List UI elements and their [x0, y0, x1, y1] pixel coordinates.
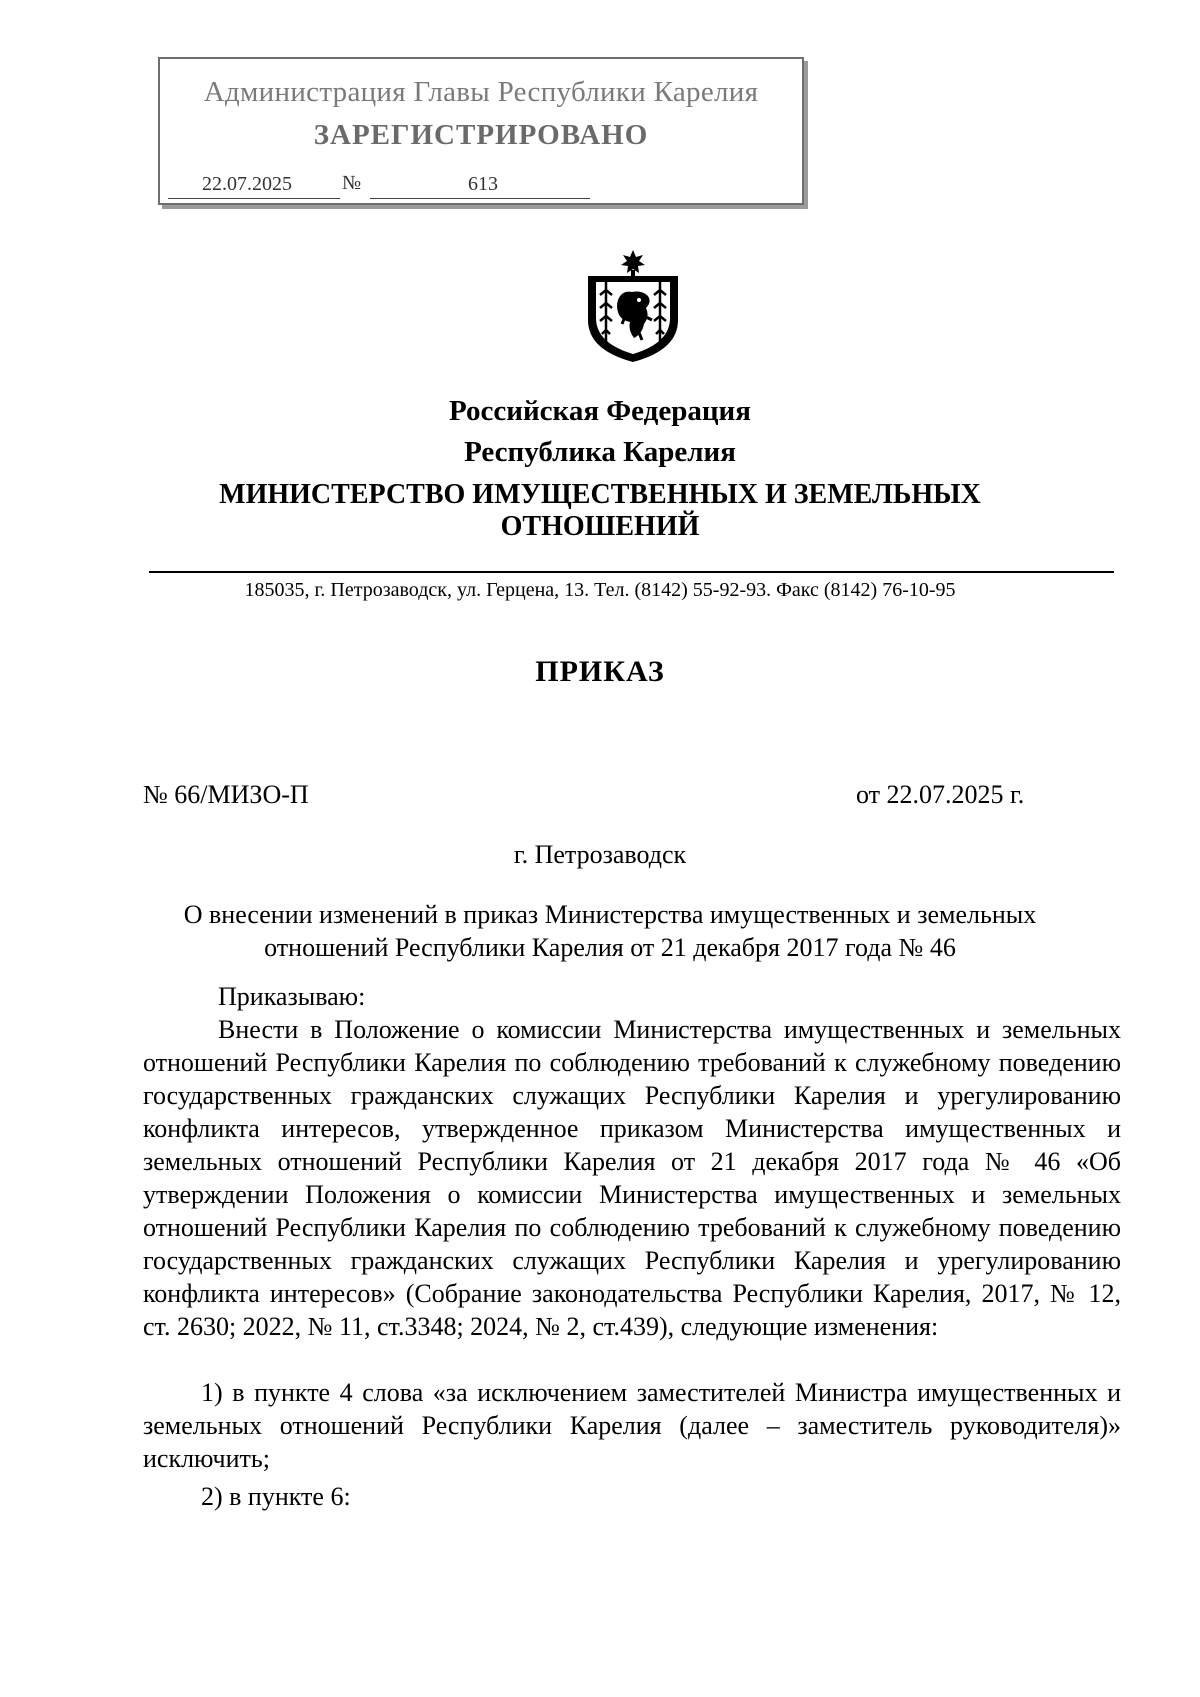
- ministry-title-line1: МИНИСТЕРСТВО ИМУЩЕСТВЕННЫХ И ЗЕМЕЛЬНЫХ: [219, 479, 981, 510]
- registration-stamp: [158, 57, 804, 205]
- ministry-address: 185035, г. Петрозаводск, ул. Герцена, 13. Тел. (8142) 55-92-93. Факс (8142) 76-10-95: [244, 579, 956, 601]
- item-1: 1) в пункте 4 слова «за исключением заместителей Министра имущественных и земельных отношений Республики Карелия (далее – заместитель руководителя)» исключить;: [143, 1378, 1121, 1473]
- stamp-date-underline: [168, 198, 340, 199]
- ministry-title-line2: ОТНОШЕНИЙ: [500, 511, 700, 542]
- document-number: № 66/МИЗО-П: [143, 780, 309, 809]
- document-type: ПРИКАЗ: [535, 655, 665, 688]
- stamp-status: ЗАРЕГИСТРИРОВАНО: [313, 119, 649, 151]
- stamp-number: 613: [468, 173, 498, 195]
- order-word: Приказываю:: [218, 982, 366, 1011]
- document-city: г. Петрозаводск: [513, 840, 687, 869]
- document-subject: О внесении изменений в приказ Министерства имущественных и земельных отношений Республики Карелия от 21 декабря 2017 года № 46: [183, 900, 1037, 962]
- country-title: Российская Федерация: [449, 395, 751, 427]
- stamp-number-sign: №: [342, 172, 362, 194]
- item-2: 2) в пункте 6:: [201, 1482, 351, 1511]
- stamp-organization: Администрация Главы Республики Карелия: [203, 76, 759, 108]
- republic-title: Республика Карелия: [464, 436, 736, 468]
- document-date: от 22.07.2025 г.: [856, 780, 1025, 809]
- coat-of-arms-icon: [582, 250, 684, 364]
- stamp-number-underline: [370, 198, 590, 199]
- intro-paragraph: Внести в Положение о комиссии Министерства имущественных и земельных отношений Республики Карелия по соблюдению требований к служебному поведению государственных гражданских служащих Республики Карелия и урегулированию конфликта интересов, утвержденное приказом Министерства имущественных и земельных отношений Республики Карелия от 21 декабря 2017 года № 46 «Об утверждении Положения о комиссии Министерства имущественных и земельных отношений Республики Карелия по соблюдению требований к служебному поведению государственных гражданских служащих Республики Карелия и урегулированию конфликта интересов» (Собрание законодательства Республики Карелия, 2017, № 12, ст. 2630; 2022, № 11, ст.3348; 2024, № 2, ст.439), следующие изменения:: [143, 1015, 1121, 1341]
- header-divider: [149, 571, 1114, 573]
- stamp-date: 22.07.2025: [202, 173, 292, 195]
